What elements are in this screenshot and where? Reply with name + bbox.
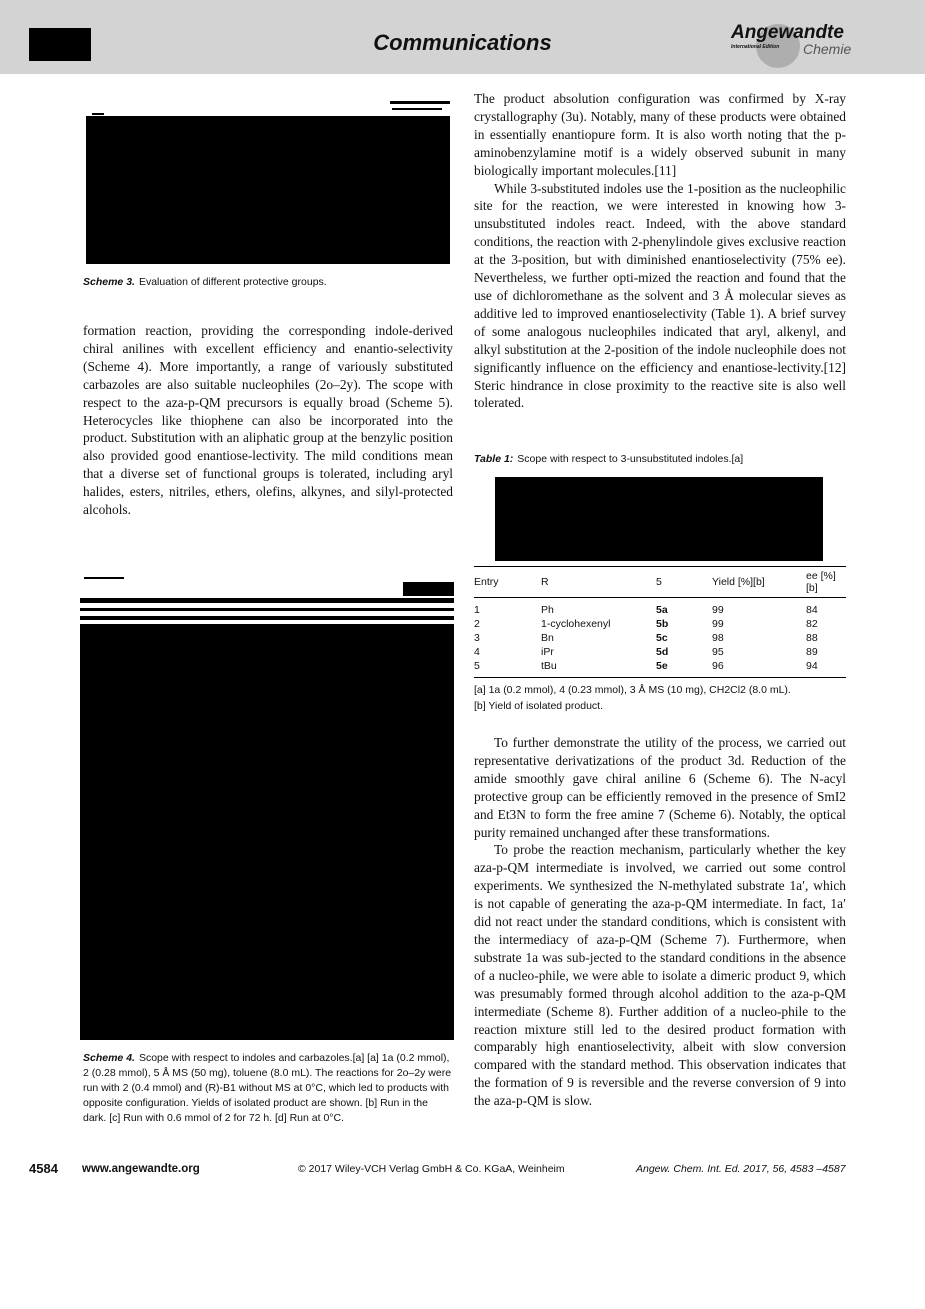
right-paragraph-3: To further demonstrate the utility of the process, we carried out representative derivatizations of the product 3d. Reduction of the amide smoothly gave chiral aniline 6 (Scheme 6). The N-acyl protective group can be efficiently removed in the presence of SmI2 and Et3N to form the free amine 7 (Scheme 6). Notably, the optical purity remained unchanged after these transformations.	[474, 735, 846, 840]
table1-footnote-b: [b] Yield of isolated product.	[474, 700, 603, 712]
cell-product: 5c	[656, 632, 668, 644]
col-header-yield: Yield [%][b]	[712, 567, 806, 598]
table1-label: Table 1:	[474, 453, 514, 465]
right-paragraph-4: To probe the reaction mechanism, particularly whether the key aza-p-QM intermediate is involved, we carried out some control experiments. We synthesized the N-methylated substrate 1a′, which is not capable of generating the aza-p-QM intermediate. In fact, 1a′ did not react under the standard conditions, which is consistent with the intermediacy of aza-p-QM (Scheme 7). Furthermore, when substrate 1a was sub-jected to the standard conditions in the absence of a nucleo-phile, we were able to isolate a dimeric product 9, which was presumably formed through alcohol addition to the aza-p-QM intermediate (Scheme 8). Further addition of a nucleo-phile to the reaction mixture still led to the desired product formation with comparably high enantioselectivity, albeit with slow conversion compared with the standard method. This observation indicates that the formation of 9 is reversible and the reverse conversion of 9 into the aza-p-QM is slow.	[474, 842, 846, 1109]
table-row	[474, 617, 846, 631]
cell-ee: 94	[806, 660, 818, 672]
cell-entry: 4	[474, 646, 480, 658]
footer-website[interactable]: www.angewandte.org	[82, 1163, 200, 1175]
table-row	[474, 598, 846, 618]
cell-yield: 96	[712, 660, 724, 672]
brand-subtitle: International Edition	[731, 44, 780, 50]
cell-entry: 5	[474, 660, 480, 672]
col-header-r: R	[541, 567, 656, 598]
cell-yield: 95	[712, 646, 724, 658]
cell-r: Bn	[541, 632, 554, 644]
right-paragraph-1: The product absolution configuration was confirmed by X-ray crystallography (3u). Notably, many of these products were obtained in essentially enantiopure form. It is also worth noting that the p-aminobenzylamine motif is a widely observed subunit in many biologically important molecules.[11]	[474, 91, 846, 178]
table1	[474, 566, 846, 678]
table-row	[474, 645, 846, 659]
right-paragraph-2: While 3-substituted indoles use the 1-position as the nucleophilic site for the reaction, we were interested in knowing how 3-unsubstituted indoles react. Indeed, with the above standard conditions, the reaction with 2-phenylindole gives exclusive reaction at the 3-position, but with diminished enantioselectivity (75% ee). Nevertheless, we further opti-mized the reaction and found that the use of dichloromethane as the solvent and 3 Å molecular sieves as additive led to improved enantioselectivity (Table 1). A brief survey of some analogous nucleophiles indicated that aryl, alkenyl, and alkyl substitution at the 2-position of the indole nucleophile does not significantly influence on the efficiency and enantiose-lectivity.[12] Steric hindrance in close proximity to the reactive site is also well tolerated.	[474, 180, 846, 411]
table1-footnote-a: [a] 1a (0.2 mmol), 4 (0.23 mmol), 3 Å MS (10 mg), CH2Cl2 (8.0 mL).	[474, 684, 791, 696]
col-header-ee: ee [%][b]	[806, 567, 846, 598]
col-header-entry: Entry	[474, 567, 541, 598]
cell-entry: 2	[474, 618, 480, 630]
scheme3-caption-text: Evaluation of different protective groups.	[138, 276, 327, 288]
cell-r: Ph	[541, 604, 554, 616]
scheme4-label: Scheme 4.	[83, 1052, 135, 1064]
table-row	[474, 631, 846, 645]
page-number: 4584	[29, 1161, 58, 1176]
cell-ee: 89	[806, 646, 818, 658]
left-paragraph-1: formation reaction, providing the corresponding indole-derived chiral anilines with excellent efficiency and enantio-selectivity (Scheme 4). More importantly, a range of variously substituted carbazoles are also suitable nucleophiles (2o–2y). The scope with respect to the aza-p-QM precursors is equally broad (Scheme 5). Heterocycles like thiophene can also be incorporated into the product. Substitution with an aliphatic group at the benzylic position also provided good enantiose-lectivity. The mild conditions mean that a diverse set of functional groups is tolerated, including aryl halides, esters, nitriles, ethers, olefins, alkynes, and silyl-protected alcohols.	[83, 323, 453, 518]
brand-chemie: Chemie	[803, 41, 852, 57]
footer-citation: Angew. Chem. Int. Ed. 2017, 56, 4583 –4587	[636, 1163, 846, 1175]
cell-product: 5d	[656, 646, 669, 658]
cell-r: 1-cyclohexenyl	[541, 618, 611, 630]
table-row	[474, 659, 846, 678]
cell-ee: 88	[806, 632, 818, 644]
cell-yield: 98	[712, 632, 724, 644]
cell-entry: 1	[474, 604, 480, 616]
cell-entry: 3	[474, 632, 480, 644]
table1-grid	[474, 566, 846, 678]
left-column-text	[83, 322, 453, 519]
table1-caption-text: Scope with respect to 3-unsubstituted indoles.[a]	[517, 453, 744, 465]
cell-product: 5b	[656, 618, 669, 630]
scheme3-caption	[83, 275, 453, 290]
cell-product: 5e	[656, 660, 668, 672]
page-header	[0, 0, 925, 74]
cell-r: iPr	[541, 646, 554, 658]
cell-yield: 99	[712, 618, 724, 630]
scheme4-caption-text: Scope with respect to indoles and carbazoles.[a] [a] 1a (0.2 mmol), 2 (0.28 mmol), 5 Å MS (50 mg), toluene (8.0 mL). The reactions for 2o–2y were run with 2 (0.4 mmol) and (R)-B1 without MS at 0°C, which led to products with opposite configuration. Yields of isolated product are shown. [b] Run in the dark. [c] Run with 0.6 mmol of 2 for 72 h. [d] Run at 0°C.	[83, 1052, 452, 1124]
section-title: Communications	[373, 30, 552, 55]
cell-yield: 99	[712, 604, 724, 616]
col-header-product: 5	[656, 567, 712, 598]
cell-r: tBu	[541, 660, 557, 672]
right-column-text-top	[474, 90, 846, 412]
right-column-text-bottom	[474, 734, 846, 1110]
table1-caption	[474, 452, 854, 467]
cell-ee: 84	[806, 604, 818, 616]
table-header-row	[474, 567, 846, 598]
table1-structure-image	[495, 477, 823, 561]
scheme3-label: Scheme 3.	[83, 276, 135, 288]
cell-product: 5a	[656, 604, 668, 616]
scheme4-caption	[83, 1051, 453, 1126]
cell-ee: 82	[806, 618, 818, 630]
brand-name: Angewandte	[731, 22, 844, 43]
table1-footnotes	[474, 682, 854, 714]
footer-copyright: © 2017 Wiley-VCH Verlag GmbH & Co. KGaA, Weinheim	[298, 1163, 565, 1175]
